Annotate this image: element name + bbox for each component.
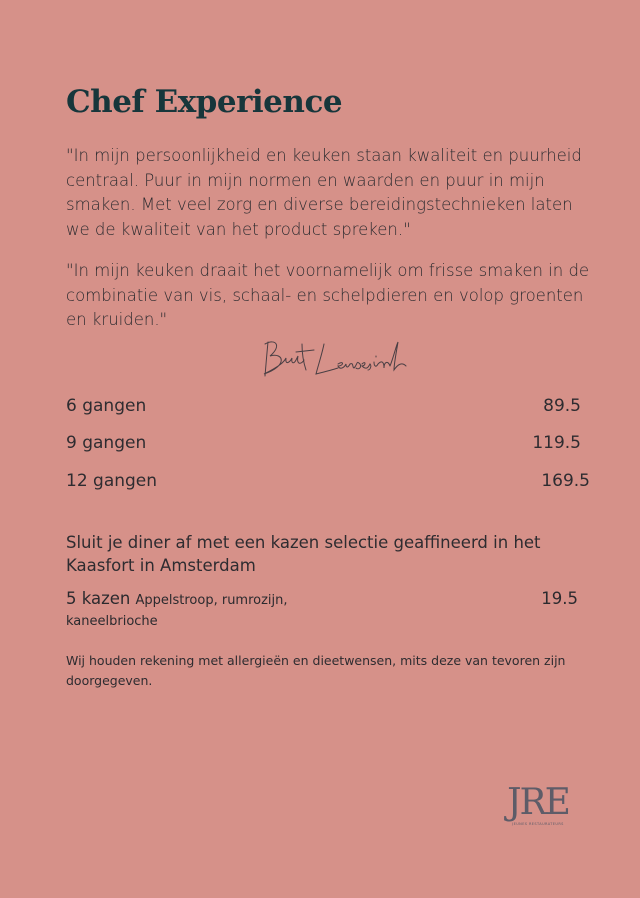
page-title: Chef Experience [66, 84, 343, 120]
logo-tagline: JEUNES RESTAURATEURS [512, 822, 564, 826]
cheese-description: Appelstroop, rumrozijn, kaneelbrioche [66, 593, 288, 629]
cheese-intro: Sluit je diner af met een kazen selectie geaffineerd in het Kaasfort in Amsterdam [66, 533, 541, 575]
chef-signature [258, 336, 418, 384]
course-row [66, 396, 590, 416]
jre-logo [500, 784, 576, 826]
cheese-item [66, 589, 578, 631]
allergy-note: Wij houden rekening met allergieën en dieetwensen, mits deze van tevoren zijn doorgegeven. [66, 653, 566, 688]
chef-quote-1: "In mijn persoonlijkheid en keuken staan kwaliteit en puurheid centraal. Puur in mijn normen en waarden en puur in mijn smaken. Met veel zorg en diverse bereidingstechnieken laten we de kwaliteit van het product spreken." [66, 146, 582, 239]
course-price: 169.5 [541, 471, 590, 491]
course-row [66, 433, 590, 453]
chef-quote-2: "In mijn keuken draait het voornamelijk om frisse smaken in de combinatie van vis, schaal- en schelpdieren en volop groenten en kruiden." [66, 261, 590, 329]
logo-mark: JRE [507, 782, 569, 823]
course-price: 89.5 [543, 396, 581, 416]
course-label: 9 gangen [66, 433, 147, 453]
course-price: 119.5 [532, 433, 581, 453]
course-label: 6 gangen [66, 396, 147, 416]
course-row [66, 471, 590, 491]
cheese-name: 5 kazen [66, 589, 131, 608]
cheese-price: 19.5 [541, 589, 578, 608]
course-label: 12 gangen [66, 471, 158, 491]
